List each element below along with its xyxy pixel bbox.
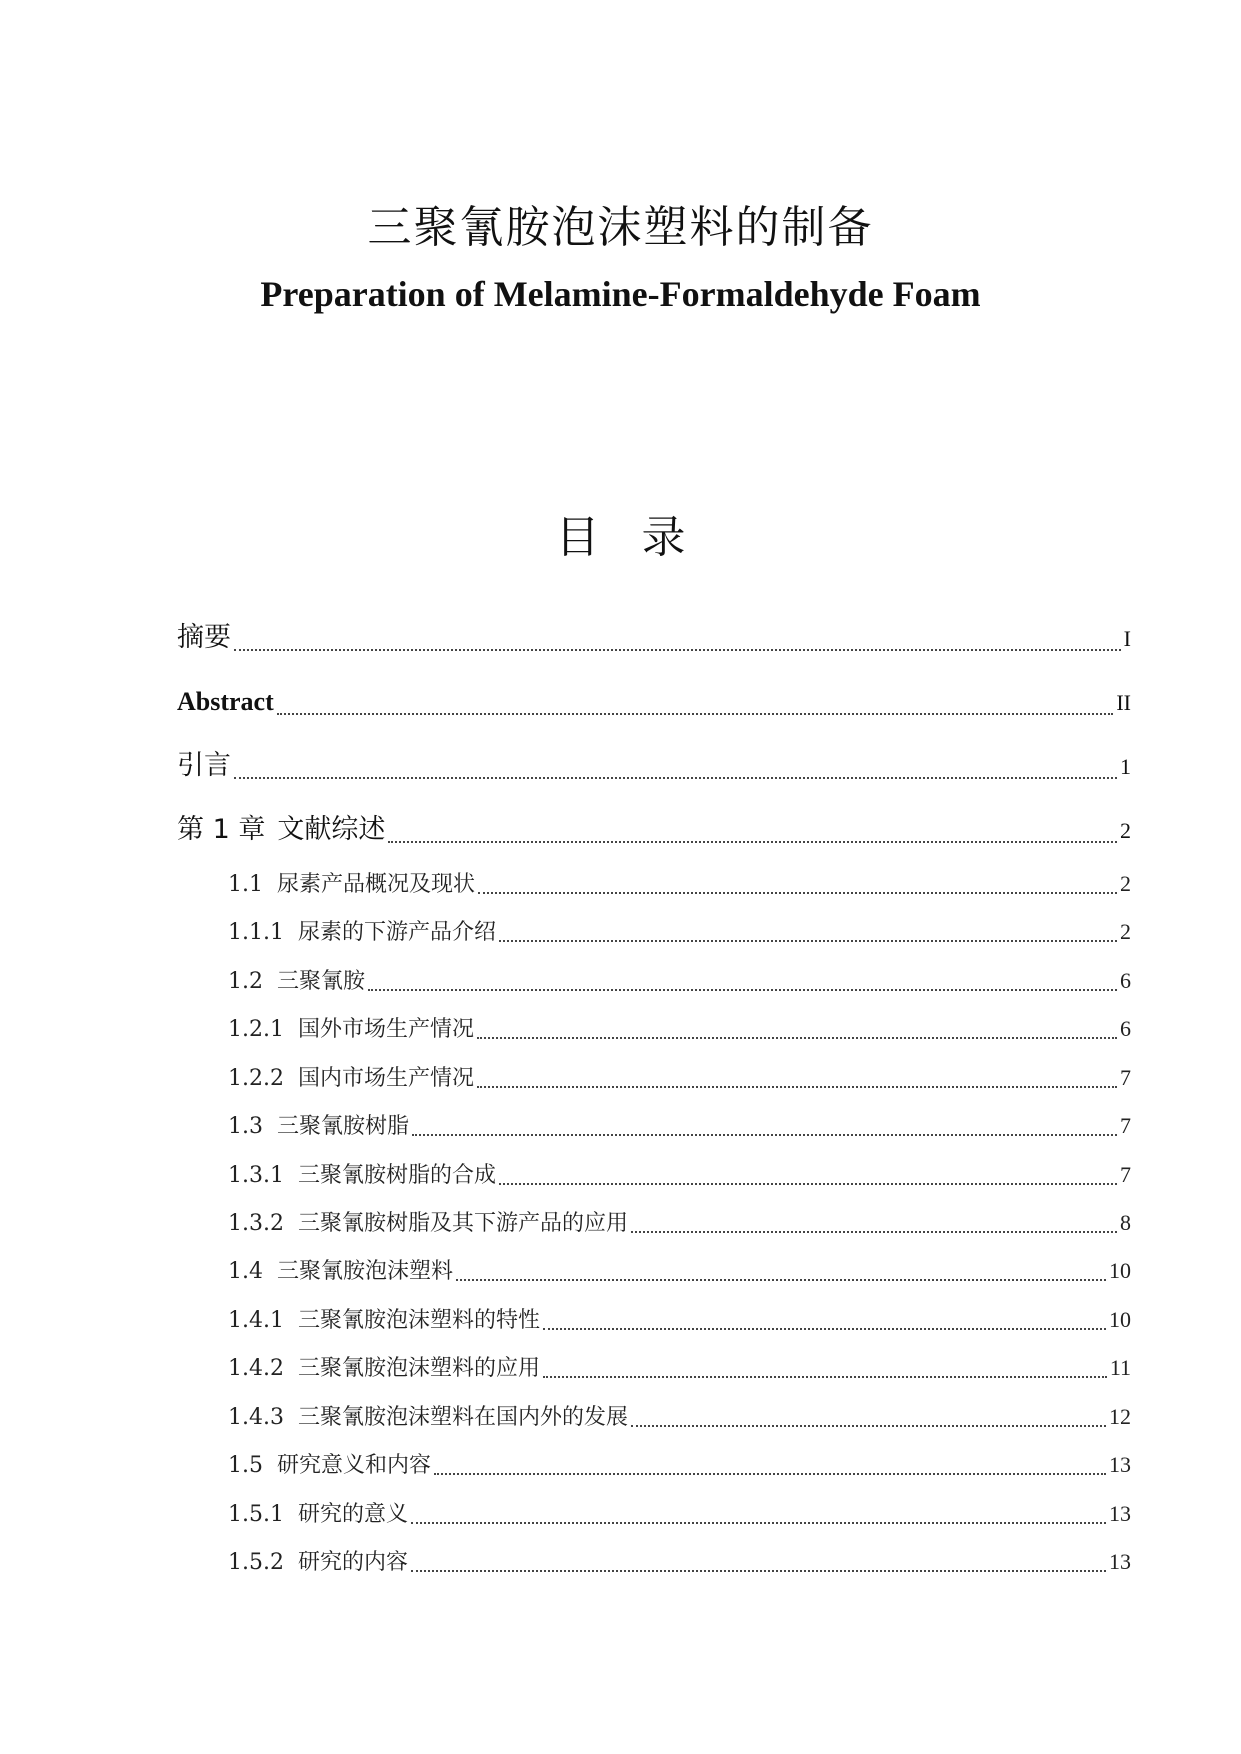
toc-entry-number: 1.3 <box>228 1114 263 1139</box>
toc-page-number: 13 <box>1109 1452 1131 1477</box>
toc-heading: 目 录 <box>555 512 686 563</box>
toc-entry-abstract-en[interactable] <box>177 682 1131 723</box>
toc-entry-1-2-2[interactable] <box>228 1061 1131 1096</box>
toc-entry-1-5-1[interactable] <box>228 1497 1131 1532</box>
toc-entry-label: 国外市场生产情况 <box>297 1017 474 1042</box>
toc-entry-1-5-2[interactable] <box>228 1545 1131 1580</box>
toc-entry-number: 1.5 <box>228 1453 263 1478</box>
toc-entry-label: 三聚氰胺 <box>277 969 366 994</box>
toc-entry-number: 1.3.1 <box>228 1163 284 1188</box>
toc-entry-1-4-1[interactable] <box>228 1303 1131 1338</box>
toc-leader-dots <box>234 777 1117 779</box>
toc-entry-1-1-1[interactable] <box>228 915 1131 950</box>
toc-entry-label: 尿素产品概况及现状 <box>277 872 476 897</box>
toc-entry-number: 1.2 <box>228 969 263 994</box>
toc-entry-1-4-2[interactable] <box>228 1351 1131 1386</box>
toc-entry-number: 第 1 章 <box>177 814 266 845</box>
toc-page-number: 7 <box>1120 1113 1131 1138</box>
toc-entry-label: 三聚氰胺泡沫塑料的特性 <box>297 1308 540 1333</box>
toc-entry-label: 三聚氰胺树脂的合成 <box>297 1163 496 1188</box>
toc-entry-1-3-2[interactable] <box>228 1206 1131 1241</box>
title-english: Preparation of Melamine-Formaldehyde Foam <box>260 274 981 314</box>
toc-entry-label: 尿素的下游产品介绍 <box>297 920 496 945</box>
toc-entry-label: 文献综述 <box>277 814 386 845</box>
toc-page-number: 1 <box>1120 754 1131 779</box>
toc-entry-label: 三聚氰胺树脂 <box>277 1114 410 1139</box>
toc-leader-dots <box>277 713 1114 715</box>
toc-entry-number: 1.4.1 <box>228 1308 284 1333</box>
toc-entry-label: 研究的内容 <box>297 1550 408 1575</box>
toc-entry-number: 1.5.1 <box>228 1502 284 1527</box>
toc-page-number: 11 <box>1109 1355 1131 1380</box>
toc-entry-1-4-3[interactable] <box>228 1400 1131 1435</box>
toc-entry-number: 1.5.2 <box>228 1550 284 1575</box>
toc-entry-label: 引言 <box>177 750 231 781</box>
toc-entry-number: 1.4 <box>228 1259 263 1284</box>
toc-leader-dots <box>631 1231 1117 1233</box>
toc-page-number: 10 <box>1109 1258 1131 1283</box>
toc-page-number: 8 <box>1120 1210 1131 1235</box>
toc-entry-number: 1.2.2 <box>228 1066 284 1091</box>
toc-leader-dots <box>499 1183 1117 1185</box>
toc-leader-dots <box>543 1328 1106 1330</box>
toc-entry-1-2-1[interactable] <box>228 1012 1131 1047</box>
toc-page-number: 2 <box>1120 871 1131 896</box>
toc-entry-label: 摘要 <box>177 622 231 653</box>
toc-entry-label: 三聚氰胺泡沫塑料的应用 <box>297 1356 540 1381</box>
toc-leader-dots <box>368 989 1117 991</box>
toc-entry-abstract-cn[interactable] <box>177 618 1131 659</box>
toc-leader-dots <box>412 1134 1117 1136</box>
toc-page-number: 2 <box>1120 919 1131 944</box>
toc-entry-number: 1.2.1 <box>228 1017 284 1042</box>
toc-entry-number: 1.1.1 <box>228 920 284 945</box>
toc-page-number: 13 <box>1109 1549 1131 1574</box>
toc-page-number: 7 <box>1120 1162 1131 1187</box>
toc-leader-dots <box>543 1376 1107 1378</box>
toc-page-number: 7 <box>1120 1065 1131 1090</box>
toc-entry-number: 1.4.2 <box>228 1356 284 1381</box>
toc-page-number: I <box>1123 626 1131 651</box>
title-chinese: 三聚氰胺泡沫塑料的制备 <box>367 202 874 253</box>
toc-entry-introduction[interactable] <box>177 746 1131 787</box>
toc-leader-dots <box>411 1570 1106 1572</box>
toc-entry-label: 研究的意义 <box>297 1502 408 1527</box>
toc-entry-1-1[interactable] <box>228 867 1131 902</box>
toc-entry-label: 三聚氰胺树脂及其下游产品的应用 <box>297 1211 628 1236</box>
toc-leader-dots <box>478 892 1117 894</box>
toc-page-number: 6 <box>1120 1016 1131 1041</box>
toc-page-number: 10 <box>1109 1307 1131 1332</box>
toc-entry-1-3[interactable] <box>228 1109 1131 1144</box>
toc-entry-number: 1.3.2 <box>228 1211 284 1236</box>
toc-leader-dots <box>434 1473 1106 1475</box>
toc-leader-dots <box>411 1522 1106 1524</box>
toc-entry-label: 三聚氰胺泡沫塑料 <box>277 1259 454 1284</box>
toc-entry-label: 研究意义和内容 <box>277 1453 432 1478</box>
toc-leader-dots <box>477 1037 1117 1039</box>
toc-entry-1-3-1[interactable] <box>228 1158 1131 1193</box>
toc-entry-label: 三聚氰胺泡沫塑料在国内外的发展 <box>297 1405 628 1430</box>
toc-entry-label: 国内市场生产情况 <box>297 1066 474 1091</box>
toc-leader-dots <box>388 841 1117 843</box>
toc-entry-number: 1.1 <box>228 872 263 897</box>
toc-page-number: 6 <box>1120 968 1131 993</box>
toc-entry-1-2[interactable] <box>228 964 1131 999</box>
toc-entry-1-5[interactable] <box>228 1448 1131 1483</box>
toc-page-number: 2 <box>1120 818 1131 843</box>
toc-page-number: 12 <box>1109 1404 1131 1429</box>
toc-entry-label: Abstract <box>177 687 274 716</box>
toc-leader-dots <box>477 1086 1117 1088</box>
toc-entry-chapter-1[interactable] <box>177 810 1131 851</box>
toc-page-number: 13 <box>1109 1501 1131 1526</box>
toc-entry-1-4[interactable] <box>228 1254 1131 1289</box>
toc-leader-dots <box>499 940 1117 942</box>
toc-page-number: II <box>1116 690 1131 715</box>
toc-leader-dots <box>456 1279 1106 1281</box>
toc-leader-dots <box>234 649 1121 651</box>
toc-leader-dots <box>631 1425 1106 1427</box>
toc-entry-number: 1.4.3 <box>228 1405 284 1430</box>
